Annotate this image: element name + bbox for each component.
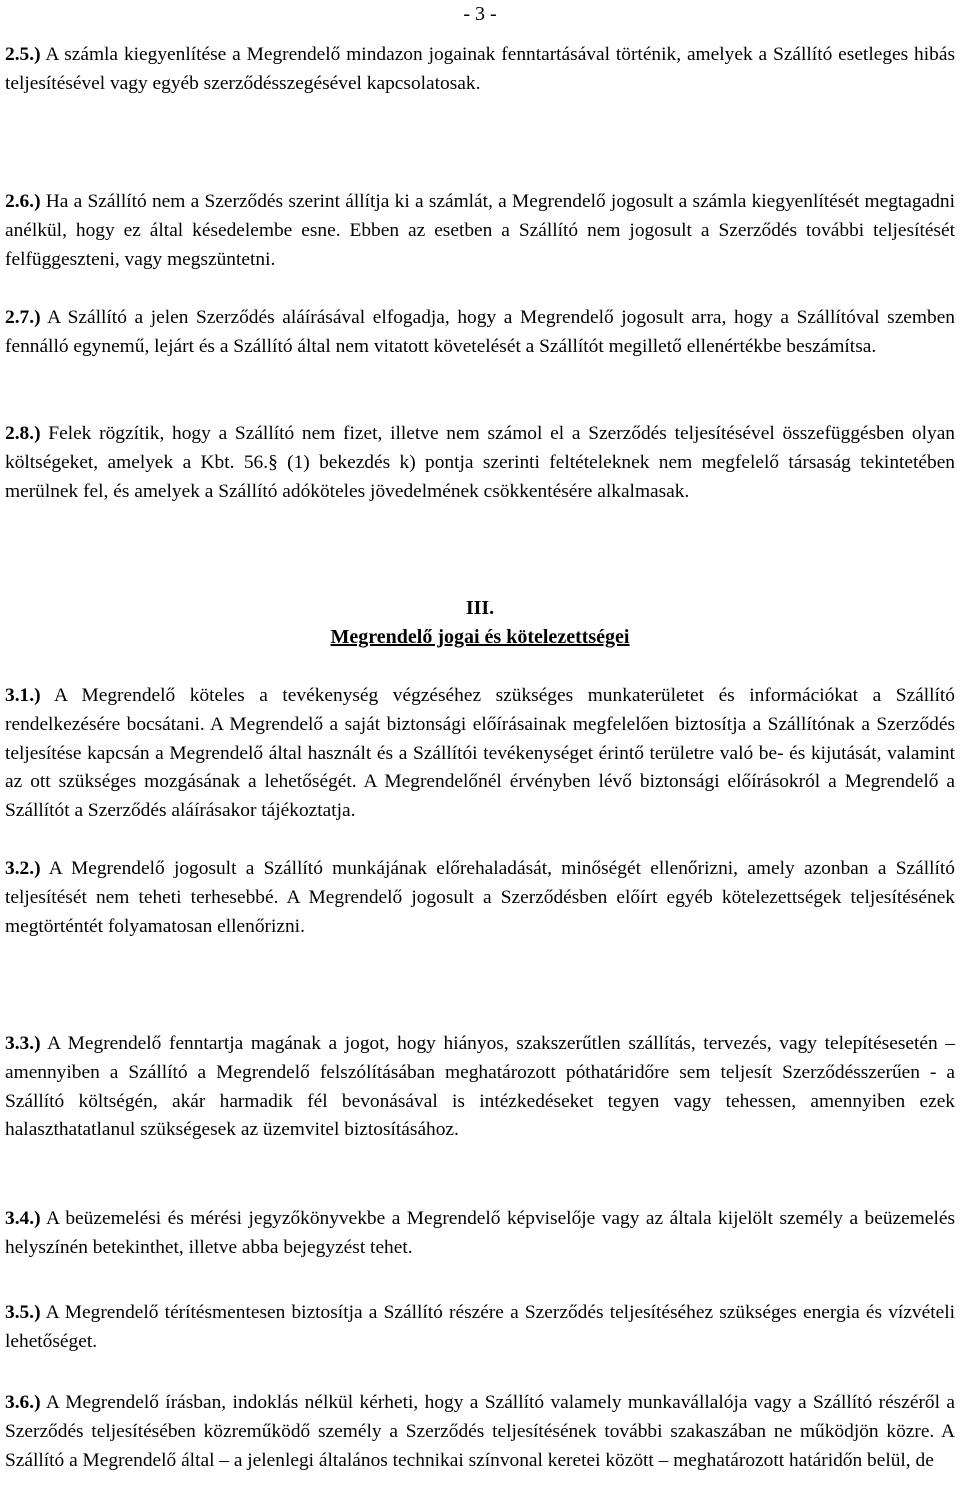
paragraph-text: Felek rögzítik, hogy a Szállító nem fizet, illetve nem számol el a Szerződés teljesítésével összefüggésben olyan költségeket, amelyek a Kbt. 56.§ (1) bekezdés k) pontja szerinti feltételeknek nem megfelelő társaság tekintetében merülnek fel, és amelyek a Szállító adóköteles jövedelmének csökkentésére alkalmasak.	[5, 423, 955, 502]
paragraph-2-5	[5, 41, 955, 99]
paragraph-number: 3.3.)	[5, 1033, 41, 1054]
paragraph-2-8	[5, 420, 955, 506]
paragraph-text: A Megrendelő fenntartja magának a jogot, hogy hiányos, szakszerűtlen szállítás, tervezés, vagy telepítésesetén – amennyiben a Szállító a Megrendelő felszólításában meghatározott póthatáridőre sem teljesít Szerződésszerűen - a Szállító költségén, akár harmadik fél bevonásával is intézkedéseket tegyen vagy tehessen, amennyiben ezek halaszthatatlanul szükségesek az üzemvitel biztosításához.	[5, 1033, 955, 1141]
paragraph-text: Ha a Szállító nem a Szerződés szerint állítja ki a számlát, a Megrendelő jogosult a számla kiegyenlítését megtagadni anélkül, hogy ez által késedelembe esne. Ebben az esetben a Szállító nem jogosult a Szerződés további teljesítését felfüggeszteni, vagy megszüntetni.	[5, 191, 955, 270]
paragraph-3-2	[5, 855, 955, 941]
paragraph-text: A Szállító a jelen Szerződés aláírásával elfogadja, hogy a Megrendelő jogosult arra, hogy a Szállítóval szemben fennálló egynemű, lejárt és a Szállító által nem vitatott követelését a Szállítót megillető ellenértékbe beszámítsa.	[5, 307, 955, 357]
paragraph-2-6	[5, 188, 955, 274]
paragraph-number: 2.7.)	[5, 307, 41, 328]
paragraph-number: 2.5.)	[5, 44, 41, 65]
paragraph-3-6	[5, 1389, 955, 1475]
paragraph-3-5	[5, 1299, 955, 1357]
paragraph-text: A Megrendelő írásban, indoklás nélkül kérheti, hogy a Szállító valamely munkavállalója vagy a Szállító részéről a Szerződés teljesítésében közreműködő személy a Szerződés teljesítésének további szakaszában ne működjön közre. A Szállító a Megrendelő által – a jelenlegi általános technikai színvonal keretei között – meghatározott határidőn belül, de	[5, 1392, 955, 1471]
paragraph-number: 2.6.)	[5, 191, 41, 212]
paragraph-number: 2.8.)	[5, 423, 41, 444]
paragraph-number: 3.1.)	[5, 685, 41, 706]
page-number: - 3 -	[463, 3, 497, 25]
paragraph-number: 3.6.)	[5, 1392, 41, 1413]
paragraph-3-4	[5, 1205, 955, 1263]
paragraph-text: A Megrendelő köteles a tevékenység végzéséhez szükséges munkaterületet és információkat a Szállító rendelkezésére bocsátani. A Megrendelő a saját biztonsági előírásainak megfelelően biztosítja a Szállítónak a Szerződés teljesítése kapcsán a Megrendelő által használt és a Szállítói tevékenységet érintő területre való be- és kijutását, valamint az ott szükséges mozgásának a lehetőségét. A Megrendelőnél érvényben lévő biztonsági előírásokról a Megrendelő a Szállítót a Szerződés aláírásakor tájékoztatja.	[5, 685, 955, 822]
chapter-title: Megrendelő jogai és kötelezettségei	[330, 626, 630, 648]
paragraph-3-3	[5, 1030, 955, 1145]
paragraph-number: 3.5.)	[5, 1302, 41, 1323]
paragraph-text: A beüzemelési és mérési jegyzőkönyvekbe a Megrendelő képviselője vagy az általa kijelölt személy a beüzemelés helyszínén betekinthet, illetve abba bejegyzést tehet.	[5, 1208, 955, 1258]
paragraph-number: 3.2.)	[5, 858, 41, 879]
paragraph-number: 3.4.)	[5, 1208, 41, 1229]
paragraph-text: A Megrendelő jogosult a Szállító munkájának előrehaladását, minőségét ellenőrizni, amely azonban a Szállító teljesítését nem teheti terhesebbé. A Megrendelő jogosult a Szerződésben előírt egyéb kötelezettségek teljesítésének megtörténtét folyamatosan ellenőrizni.	[5, 858, 955, 937]
paragraph-text: A Megrendelő térítésmentesen biztosítja a Szállító részére a Szerződés teljesítéséhez szükséges energia és vízvételi lehetőséget.	[5, 1302, 955, 1352]
paragraph-2-7	[5, 304, 955, 362]
paragraph-3-1	[5, 682, 955, 826]
paragraph-text: A számla kiegyenlítése a Megrendelő mindazon jogainak fenntartásával történik, amelyek a Szállító esetleges hibás teljesítésével vagy egyéb szerződésszegésével kapcsolatosak.	[5, 44, 955, 94]
chapter-number: III.	[465, 597, 495, 619]
